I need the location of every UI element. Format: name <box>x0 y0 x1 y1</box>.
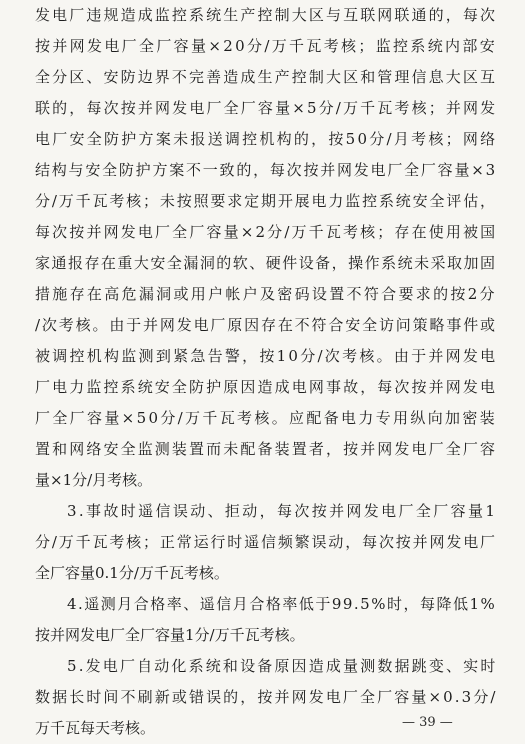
text-line: 每次按并网发电厂全厂容量×2分/万千瓦考核；存在使用被国 <box>35 223 498 241</box>
text-line: 厂电力监控系统安全防护原因造成电网事故，每次按并网发电 <box>35 378 498 396</box>
text-line: 全分区、安防边界不完善造成生产控制大区和管理信息大区互 <box>35 68 498 86</box>
text-line: 发电厂违规造成监控系统生产控制大区与互联网联通的，每次 <box>35 6 498 24</box>
text-line: 数据长时间不刷新或错误的，按并网发电厂全厂容量×0.3分/ <box>35 688 498 706</box>
text-line: 全厂容量0.1分/万千瓦考核。 <box>35 564 229 582</box>
text-line: 结构与安全防护方案不一致的，每次按并网发电厂全厂容量×3 <box>35 161 497 179</box>
text-line: 被调控机构监测到紧急告警，按10分/次考核。由于并网发电 <box>35 347 498 365</box>
text-line: 家通报存在重大安全漏洞的软、硬件设备，操作系统未采取加固 <box>35 254 497 272</box>
text-line: 电厂安全防护方案未报送调控机构的，按50分/月考核；网络 <box>35 130 498 148</box>
text-line: 分/万千瓦考核；未按照要求定期开展电力监控系统安全评估， <box>35 192 497 210</box>
text-line: 联的，每次按并网发电厂全厂容量×5分/万千瓦考核；并网发 <box>35 99 498 117</box>
text-line: 厂全厂容量×50分/万千瓦考核。应配备电力专用纵向加密装 <box>35 409 498 427</box>
page-number: — 39 — <box>402 715 453 730</box>
text-line: 置和网络安全监测装置而未配备装置者，按并网发电厂全厂容 <box>35 440 498 458</box>
text-line: 4.遥测月合格率、遥信月合格率低于99.5%时，每降低1% <box>67 595 497 613</box>
text-line: /次考核。由于并网发电厂原因存在不符合安全访问策略事件或 <box>35 316 497 334</box>
text-line: 3.事故时遥信误动、拒动，每次按并网发电厂全厂容量1 <box>67 502 498 520</box>
text-line: 按并网发电厂全厂容量1分/万千瓦考核。 <box>35 626 305 644</box>
text-line: 按并网发电厂全厂容量×20分/万千瓦考核；监控系统内部安 <box>35 37 498 55</box>
text-line: 分/万千瓦考核；正常运行时遥信频繁误动，每次按并网发电厂 <box>35 533 497 551</box>
text-line: 措施存在高危漏洞或用户帐户及密码设置不符合要求的按2分 <box>35 285 497 303</box>
text-line: 万千瓦每天考核。 <box>35 719 156 737</box>
text-line: 5.发电厂自动化系统和设备原因造成量测数据跳变、实时 <box>67 657 498 675</box>
text-line: 量×1分/月考核。 <box>35 471 153 489</box>
